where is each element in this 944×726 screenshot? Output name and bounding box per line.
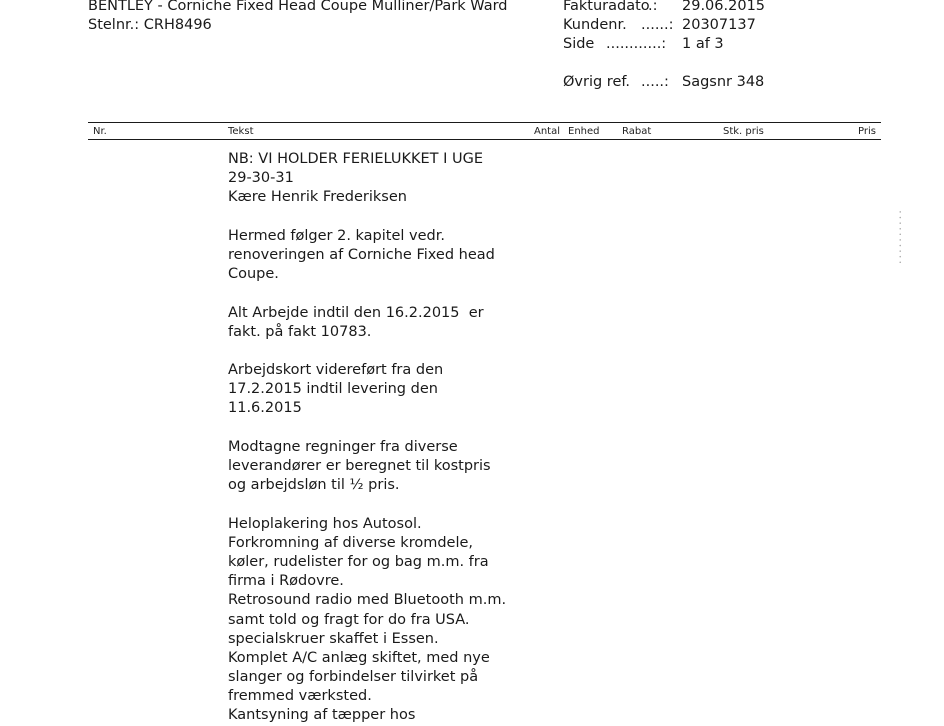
body-line: Kantsyning af tæpper hos xyxy=(228,707,416,724)
page-label: Side xyxy=(563,36,595,52)
page-dots: ............: xyxy=(606,36,667,52)
body-line: køler, rudelister for og bag m.m. fra xyxy=(228,553,489,570)
body-line xyxy=(228,284,548,303)
body-line: Heloplakering hos Autosol. xyxy=(228,515,422,532)
body-line: samt told og fragt for do fra USA. xyxy=(228,611,470,628)
other-ref-dots: .....: xyxy=(641,74,669,90)
body-line xyxy=(228,419,548,438)
body-line: Coupe. xyxy=(228,266,279,283)
column-text: Tekst xyxy=(228,126,254,137)
column-unit: Enhed xyxy=(568,126,600,137)
column-discount: Rabat xyxy=(622,126,652,137)
body-line: renoveringen af Corniche Fixed head xyxy=(228,246,495,263)
body-line: 29-30-31 xyxy=(228,170,294,187)
body-line xyxy=(228,342,548,361)
body-line: Komplet A/C anlæg skiftet, med nye xyxy=(228,649,490,666)
header-rule-top xyxy=(88,122,881,123)
invoice-date-value: 29.06.2015 xyxy=(682,0,766,14)
invoice-date-label: Fakturadato xyxy=(563,0,650,14)
body-line: Forkromning af diverse kromdele, xyxy=(228,534,474,551)
body-line: Retrosound radio med Bluetooth m.m. xyxy=(228,592,507,609)
header-rule-bottom xyxy=(88,139,881,140)
side-print-mark: • • • • • • • • • • xyxy=(898,210,904,264)
column-nr: Nr. xyxy=(93,126,107,137)
body-line: Modtagne regninger fra diverse xyxy=(228,438,458,455)
body-line: slanger og forbindelser tilvirket på xyxy=(228,669,479,686)
vehicle-model: BENTLEY - Corniche Fixed Head Coupe Mulliner/Park Ward xyxy=(88,0,508,14)
customer-no-label: Kundenr. xyxy=(563,17,627,33)
body-line: specialskruer skaffet i Essen. xyxy=(228,630,439,647)
body-line: leverandører er beregnet til kostpris xyxy=(228,458,491,474)
customer-no-value: 20307137 xyxy=(682,17,756,33)
body-line: fremmed værksted. xyxy=(228,688,372,705)
body-line: NB: VI HOLDER FERIELUKKET I UGE xyxy=(228,151,484,167)
invoice-body-text xyxy=(228,150,548,726)
body-line: og arbejdsløn til ½ pris. xyxy=(228,477,400,494)
body-line: Arbejdskort videreført fra den xyxy=(228,362,444,379)
column-unit-price: Stk. pris xyxy=(723,126,764,137)
page-value: 1 af 3 xyxy=(682,36,724,52)
body-line xyxy=(228,208,548,227)
body-line xyxy=(228,495,548,514)
chassis-number: Stelnr.: CRH8496 xyxy=(88,17,212,33)
customer-no-dots: ......: xyxy=(641,17,674,33)
body-line: Alt Arbejde indtil den 16.2.2015 er xyxy=(228,304,484,321)
body-line: Hermed følger 2. kapitel vedr. xyxy=(228,227,445,244)
other-ref-label: Øvrig ref. xyxy=(563,74,631,90)
body-line: 11.6.2015 xyxy=(228,400,302,417)
body-line: fakt. på fakt 10783. xyxy=(228,323,372,340)
body-line: 17.2.2015 indtil levering den xyxy=(228,381,438,398)
invoice-date-dots: .: xyxy=(648,0,658,14)
column-qty: Antal xyxy=(534,126,561,137)
other-ref-value: Sagsnr 348 xyxy=(682,74,765,90)
body-line: Kære Henrik Frederiksen xyxy=(228,189,407,206)
body-line: firma i Rødovre. xyxy=(228,573,344,590)
column-price: Pris xyxy=(858,126,876,137)
